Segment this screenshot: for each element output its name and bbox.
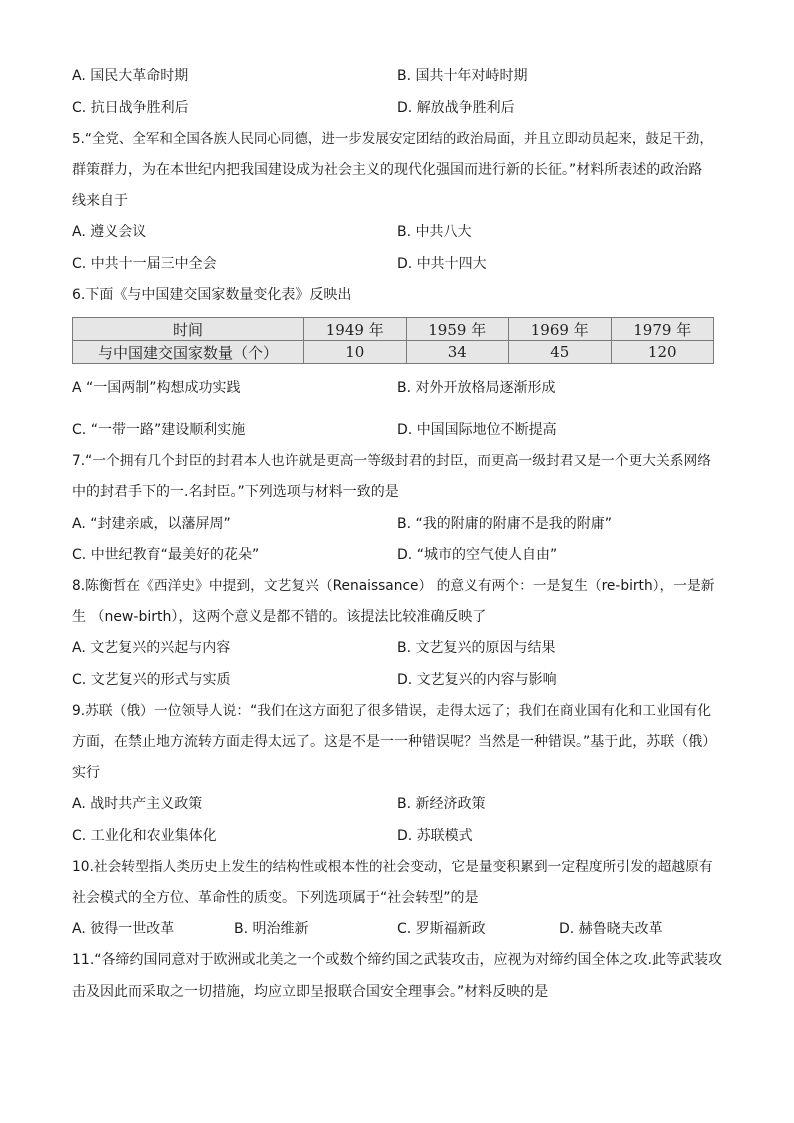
q8-stem-line: 8.陈衡哲在《西洋史》中提到，文艺复兴（Renaissance） 的意义有两个：一是复生（re-birth），一是新 (72, 578, 715, 594)
q9-option-c[interactable]: C. 工业化和农业集体化 (72, 828, 217, 844)
table-year-cell: 1969 年 (509, 318, 612, 341)
q8-option-a[interactable]: A. 文艺复兴的兴起与内容 (72, 640, 231, 656)
q5-option-d[interactable]: D. 中共十四大 (397, 256, 487, 272)
q9-option-d[interactable]: D. 苏联模式 (397, 828, 473, 844)
q10-option-d[interactable]: D. 赫鲁晓夫改革 (559, 921, 663, 937)
q9-option-a[interactable]: A. 战时共产主义政策 (72, 796, 203, 812)
q6-stem: 6.下面《与中国建交国家数量变化表》反映出 (72, 287, 352, 303)
q7-option-a[interactable]: A. “封建亲戚，以藩屏周” (72, 516, 231, 532)
q6-option-b[interactable]: B. 对外开放格局逐渐形成 (397, 380, 556, 396)
q8-option-d[interactable]: D. 文艺复兴的内容与影响 (397, 672, 557, 688)
q9-stem-line: 9.苏联（俄）一位领导人说：“我们在这方面犯了很多错误，走得太远了；我们在商业国有化和工业国有化 (72, 703, 711, 719)
q9-stem-line: 方面，在禁止地方流转方面走得太远了。这是不是一一种错误呢？当然是一种错误。”基于此，苏联（俄） (72, 734, 717, 750)
q9-stem-line: 实行 (72, 765, 100, 781)
table-year-cell: 1979 年 (611, 318, 714, 341)
q8-option-b[interactable]: B. 文艺复兴的原因与结果 (397, 640, 556, 656)
q5-stem-line: 5.“全党、全军和全国各族人民同心同德，进一步发展安定团结的政治局面，并且立即动员起来，鼓足干劲， (72, 131, 713, 147)
q11-stem-line: 击及因此而采取之一切措施，均应立即呈报联合国安全理事会。”材料反映的是 (72, 984, 549, 1000)
q7-option-c[interactable]: C. 中世纪教育“最美好的花朵” (72, 547, 260, 563)
q7-option-d[interactable]: D. “城市的空气使人自由” (397, 547, 558, 563)
q6-option-c[interactable]: C. “一带一路”建设顺利实施 (72, 422, 246, 438)
q4-option-b[interactable]: B. 国共十年对峙时期 (397, 68, 528, 84)
q10-stem-line: 10.社会转型指人类历史上发生的结构性或根本性的社会变动，它是量变积累到一定程度所引发的超越原有 (72, 859, 713, 875)
q7-option-b[interactable]: B. “我的附庸的附庸不是我的附庸” (397, 516, 613, 532)
q6-option-a[interactable]: A “一国两制”构想成功实践 (72, 380, 241, 396)
q6-option-d[interactable]: D. 中国国际地位不断提高 (397, 422, 557, 438)
q11-stem-line: 11.“各缔约国同意对于欧洲或北美之一个或数个缔约国之武装攻击，应视为对缔约国全体之攻.此等武装攻 (72, 952, 722, 968)
table-header-label: 时间 (73, 318, 304, 341)
q5-option-c[interactable]: C. 中共十一届三中全会 (72, 256, 217, 272)
table-count-cell: 45 (509, 341, 612, 364)
table-data-row (73, 341, 714, 364)
q8-stem-line: 生 （new-birth），这两个意义是都不错的。该提法比较准确反映了 (72, 609, 487, 625)
q7-stem-line: 中的封君手下的一.名封臣。”下列选项与材料一致的是 (72, 484, 399, 500)
table-count-cell: 34 (406, 341, 509, 364)
table-header-row (73, 318, 714, 341)
q10-option-a[interactable]: A. 彼得一世改革 (72, 921, 175, 937)
q10-stem-line: 社会模式的全方位、革命性的质变。下列选项属于“社会转型”的是 (72, 890, 479, 906)
q10-option-b[interactable]: B. 明治维新 (234, 921, 309, 937)
q4-option-a[interactable]: A. 国民大革命时期 (72, 68, 189, 84)
table-year-cell: 1949 年 (304, 318, 407, 341)
table-row-label: 与中国建交国家数量（个） (73, 341, 304, 364)
q5-option-a[interactable]: A. 遵义会议 (72, 224, 147, 240)
table-count-cell: 120 (611, 341, 714, 364)
q8-option-c[interactable]: C. 文艺复兴的形式与实质 (72, 672, 231, 688)
q4-option-d[interactable]: D. 解放战争胜利后 (397, 100, 515, 116)
q4-option-c[interactable]: C. 抗日战争胜利后 (72, 100, 189, 116)
diplomatic-relations-table (72, 317, 714, 364)
q5-stem-line: 群策群力，为在本世纪内把我国建设成为社会主义的现代化强国而进行新的长征。”材料所表述的政治路 (72, 162, 703, 178)
q5-stem-line: 线来自于 (72, 193, 128, 209)
q9-option-b[interactable]: B. 新经济政策 (397, 796, 486, 812)
table-year-cell: 1959 年 (406, 318, 509, 341)
q10-option-c[interactable]: C. 罗斯福新政 (397, 921, 486, 937)
q7-stem-line: 7.“一个拥有几个封臣的封君本人也许就是更高一等级封君的封臣，而更高一级封君又是一个更大关系网络 (72, 453, 711, 469)
table-count-cell: 10 (304, 341, 407, 364)
q5-option-b[interactable]: B. 中共八大 (397, 224, 472, 240)
